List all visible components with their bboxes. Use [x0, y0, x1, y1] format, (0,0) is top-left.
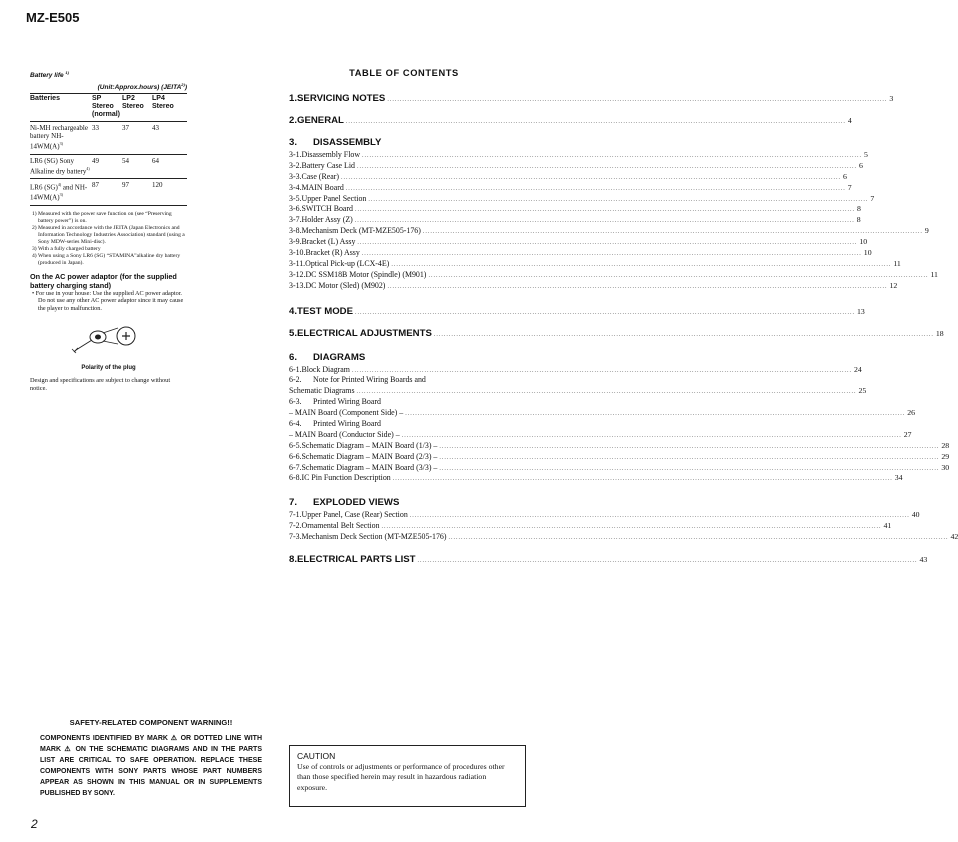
toc-item-number: 3-1. [289, 150, 302, 159]
toc-item[interactable] [289, 258, 901, 270]
value-cell: 120 [152, 178, 187, 205]
dot-leader: ........................................................................................................................................................................................................ [357, 240, 858, 247]
toc-item[interactable] [289, 280, 898, 292]
dot-leader: ........................................................................................................................................................................................................ [351, 367, 852, 374]
toc-item[interactable] [289, 473, 903, 484]
toc-page-number: 27 [903, 429, 912, 439]
dot-leader: ........................................................................................................................................................................................................ [439, 465, 940, 472]
table-of-contents [289, 68, 958, 566]
footnote: 1) Measured with the power save function on (see “Preserving battery power”) is on. [32, 210, 172, 224]
toc-page-number: 6 [842, 171, 847, 181]
model-name: MZ-E505 [26, 10, 80, 25]
toc-item-title: Mechanism Deck Section (MT-MZE505-176) [301, 532, 447, 542]
toc-page-number: 11 [893, 258, 901, 268]
dot-leader: ........................................................................................................................................................................................................ [448, 535, 949, 542]
toc-section-number: 1. [289, 93, 298, 104]
dot-leader: ........................................................................................................................................................................................................ [345, 119, 846, 125]
dot-leader: ........................................................................................................................................................................................................ [387, 97, 888, 103]
table-row [30, 178, 187, 205]
toc-section-number: 5. [289, 327, 298, 339]
col-header-batteries: Batteries [30, 94, 92, 122]
toc-item-number: 3-10. [289, 248, 306, 258]
toc-item-title: Battery Case Lid [301, 160, 355, 170]
toc-item-title: Schematic Diagram – MAIN Board (3/3) – [301, 462, 438, 472]
toc-item-number: 3-11. [289, 258, 306, 268]
toc-item[interactable] [289, 182, 852, 194]
toc-item[interactable] [289, 193, 875, 205]
toc-section-8[interactable] [289, 554, 928, 566]
value-cell: 54 [122, 154, 152, 178]
caution-box [289, 745, 526, 807]
toc-item[interactable] [289, 451, 950, 463]
toc-page-number: 41 [883, 521, 892, 531]
safety-title: SAFETY-RELATED COMPONENT WARNING!! [69, 718, 233, 727]
toc-page-number: 4 [847, 116, 852, 125]
toc-item[interactable] [289, 364, 862, 376]
toc-page-number: 26 [907, 408, 915, 418]
footnote-ref: 4) [86, 165, 90, 171]
toc-section-number: 3. [289, 137, 298, 148]
battery-name-cont: and NH-14WM(A) [30, 183, 88, 202]
toc-page-number: 13 [856, 306, 865, 316]
toc-item-number: 6-8. [289, 473, 302, 483]
toc-page-number: 43 [919, 555, 928, 565]
col-header-lp2: LP2 Stereo [122, 94, 152, 122]
toc-item[interactable] [289, 215, 861, 226]
battery-life-title [30, 70, 187, 79]
caution-text: Use of controls or adjustments or performance of procedures other than those specified herein may result in hazardous radiation exposure. [297, 762, 505, 792]
toc-page-number: 7 [870, 193, 875, 203]
toc-section-4[interactable] [289, 305, 865, 317]
toc-item[interactable] [289, 150, 868, 161]
toc-item-title: – MAIN Board (Component Side) – [289, 408, 404, 418]
dot-leader: ........................................................................................................................................................................................................ [428, 272, 929, 279]
table-header-row [30, 94, 187, 122]
dot-leader: ........................................................................................................................................................................................................ [439, 443, 940, 450]
toc-item-title: Schematic Diagram – MAIN Board (2/3) – [301, 451, 438, 461]
dot-leader: ........................................................................................................................................................................................................ [356, 389, 857, 396]
safety-text: COMPONENTS IDENTIFIED BY MARK ⚠ OR DOTTED LINE WITH MARK ⚠ ON THE SCHEMATIC DIAGRAMS AND IN THE PARTS LIST ARE CRITICAL TO SAFE OPERATION. REPLACE THESE COMPONENTS WITH SONY PARTS WHOSE PART NUMBERS APPEAR AS SHOWN IN THIS MANUAL OR IN SUPPLEMENTS PUBLISHED BY SONY. [40, 735, 262, 797]
toc-page-number: 42 [950, 532, 958, 542]
toc-item[interactable] [289, 171, 847, 183]
toc-section-2[interactable] [289, 115, 852, 126]
toc-section-title: DIAGRAMS [313, 351, 366, 363]
footnote: 4) When using a Sony LR6 (SG) “STAMINA”alkaline dry battery (produced in Japan). [32, 252, 181, 266]
toc-title: TABLE OF CONTENTS [349, 68, 459, 78]
toc-item[interactable] [289, 419, 527, 430]
battery-cell [30, 154, 92, 178]
col-header-sp: SP Stereo (normal) [92, 94, 122, 122]
footnote-ref: 2) [181, 82, 185, 88]
toc-item[interactable] [289, 248, 872, 259]
toc-item-number: 7-1. [289, 510, 302, 520]
dot-leader: ........................................................................................................................................................................................................ [368, 196, 869, 203]
toc-section-1[interactable] [289, 93, 894, 104]
footnote: 2) Measured in accordance with the JEITA (Japan Electronics and Information Technology Industries Association) standard (using a Sony MDW-series Mini-disc). [32, 224, 185, 245]
toc-page-number: 5 [864, 150, 868, 159]
value-cell: 64 [152, 154, 187, 178]
footnote-ref: 4) [57, 181, 62, 187]
toc-item-title: Case (Rear) [301, 171, 339, 181]
dot-leader: ........................................................................................................................................................................................................ [354, 309, 855, 316]
toc-page-number: 29 [941, 451, 950, 461]
dot-leader: ........................................................................................................................................................................................................ [409, 513, 910, 520]
toc-section-number: 7. [289, 497, 298, 509]
toc-item[interactable] [289, 462, 950, 474]
toc-item-title: Upper Panel Section [301, 193, 367, 203]
toc-section-5[interactable] [289, 327, 944, 339]
toc-item-number: 6-5. [289, 440, 302, 450]
toc-item-title: Mechanism Deck (MT-MZE505-176) [301, 226, 421, 236]
toc-item-title: DC SSM18B Motor (Spindle) (M901) [305, 269, 427, 279]
toc-item-title: Bracket (L) Assy [301, 237, 356, 247]
toc-section-title: EXPLODED VIEWS [313, 497, 400, 509]
toc-item-title: DC Motor (Sled) (M902) [305, 280, 386, 290]
toc-page-number: 8 [856, 215, 861, 225]
battery-name: LR6 (SG) [30, 183, 58, 192]
toc-section-6[interactable] [289, 352, 527, 363]
battery-info-column [30, 70, 187, 393]
toc-item-title: Ornamental Belt Section [301, 521, 380, 531]
toc-page-number: 9 [924, 226, 929, 236]
toc-item-title: Upper Panel, Case (Rear) Section [301, 510, 408, 520]
dot-leader: ........................................................................................................................................................................................................ [392, 476, 893, 483]
value-cell: 49 [92, 154, 122, 178]
safety-warning [40, 718, 262, 799]
toc-section-title: SERVICING NOTES [297, 93, 386, 104]
toc-item-number: 6-4. [289, 419, 302, 429]
footnote: 3) With a fully charged battery [32, 245, 101, 252]
toc-item[interactable] [289, 160, 863, 172]
toc-page-number: 28 [941, 440, 950, 450]
toc-item[interactable] [289, 440, 950, 452]
toc-item[interactable] [289, 204, 861, 215]
design-note: Design and specifications are subject to change without notice. [30, 377, 171, 393]
toc-item-number: 3-7. [289, 215, 302, 225]
toc-item-number: 6-6. [289, 451, 302, 461]
ac-adaptor-text: • For use in your house: Use the supplied AC power adaptor. Do not use any other AC power adaptor since it may cause the player to malfunction. [32, 289, 184, 312]
dot-leader: ........................................................................................................................................................................................................ [361, 251, 862, 258]
col-header-lp4: LP4 Stereo [152, 94, 187, 122]
value-cell: 37 [122, 122, 152, 154]
caution-title: CAUTION [297, 751, 336, 761]
footnote-ref: 3) [59, 141, 63, 147]
value-cell: 97 [122, 178, 152, 205]
toc-section-number: 8. [289, 554, 298, 566]
toc-page-number: 6 [858, 160, 863, 170]
toc-item-number: 6-2. [289, 375, 302, 385]
battery-life-label: Battery life [30, 72, 64, 80]
toc-item-number: 7-2. [289, 521, 302, 531]
dot-leader: ........................................................................................................................................................................................................ [401, 432, 902, 439]
toc-page-number: 34 [894, 473, 903, 483]
page-number: 2 [31, 817, 38, 831]
toc-section-number: 6. [289, 351, 298, 363]
toc-item[interactable] [289, 375, 527, 386]
battery-life-table [30, 94, 187, 205]
toc-section-title: GENERAL [297, 115, 344, 126]
toc-item[interactable] [289, 532, 958, 543]
toc-item-title: Printed Wiring Board [313, 419, 381, 429]
toc-page-number: 30 [941, 462, 950, 472]
footnote-ref: 3) [59, 192, 63, 198]
dot-leader: ........................................................................................................................................................................................................ [381, 524, 882, 531]
toc-page-number: 12 [889, 280, 898, 290]
battery-cell [30, 122, 92, 154]
toc-item-number: 3-4. [289, 182, 302, 192]
toc-item-title: Block Diagram [301, 364, 350, 374]
toc-section-7[interactable] [289, 497, 527, 508]
toc-item-number: 6-7. [289, 462, 302, 472]
toc-page-number: 24 [853, 364, 862, 374]
dot-leader: ........................................................................................................................................................................................................ [354, 218, 855, 225]
table-row [30, 154, 187, 178]
toc-item-number: 7-3. [289, 532, 302, 542]
toc-page-number: 25 [858, 386, 867, 396]
toc-page-number: 11 [930, 269, 938, 279]
toc-item[interactable] [289, 237, 868, 248]
toc-item-title: Schematic Diagram – MAIN Board (1/3) – [301, 440, 438, 450]
toc-item[interactable] [289, 397, 527, 408]
toc-item[interactable] [289, 510, 920, 521]
toc-item-number: 3-9. [289, 237, 302, 247]
dot-leader: ........................................................................................................................................................................................................ [433, 331, 934, 338]
toc-item-number: 3-5. [289, 193, 302, 203]
toc-item[interactable] [289, 408, 915, 419]
toc-page-number: 3 [889, 94, 894, 103]
dot-leader: ........................................................................................................................................................................................................ [362, 153, 863, 159]
plug-polarity-caption: Polarity of the plug [81, 365, 136, 372]
dot-leader: ........................................................................................................................................................................................................ [356, 163, 857, 170]
dot-leader: ........................................................................................................................................................................................................ [391, 261, 892, 268]
toc-item-number: 3-6. [289, 204, 302, 214]
toc-item-number: 3-12. [289, 269, 306, 279]
battery-cell [30, 178, 92, 205]
toc-item-title: Disassembly Flow [301, 150, 361, 159]
dot-leader: ........................................................................................................................................................................................................ [422, 229, 923, 236]
toc-page-number: 10 [859, 237, 868, 247]
value-cell: 43 [152, 122, 187, 154]
toc-item-number: 3-2. [289, 160, 302, 170]
toc-item-number: 6-3. [289, 397, 302, 407]
dot-leader: ........................................................................................................................................................................................................ [439, 454, 940, 461]
toc-item-title: Schematic Diagrams [289, 386, 355, 396]
value-cell: 87 [92, 178, 122, 205]
battery-unit-line [30, 82, 187, 94]
toc-item-title: Bracket (R) Assy [305, 248, 360, 258]
battery-name: Ni-MH rechargeable battery NH-14WM(A) [30, 124, 88, 151]
toc-item-number: 6-1. [289, 364, 302, 374]
toc-item[interactable] [289, 269, 938, 281]
toc-page-number: 8 [857, 204, 861, 214]
toc-item-title: Note for Printed Wiring Boards and [313, 375, 426, 385]
dot-leader: ........................................................................................................................................................................................................ [340, 174, 841, 181]
toc-page-number: 18 [935, 328, 944, 338]
toc-section-number: 2. [289, 115, 298, 126]
dot-leader: ........................................................................................................................................................................................................ [405, 411, 906, 418]
ac-adaptor-title: On the AC power adaptor (for the supplied battery charging stand) [30, 271, 177, 290]
toc-item-title: Printed Wiring Board [313, 397, 381, 407]
dot-leader: ........................................................................................................................................................................................................ [345, 185, 846, 192]
toc-page-number: 7 [847, 182, 852, 192]
toc-item-title: Holder Assy (Z) [301, 215, 353, 225]
battery-footnotes [30, 211, 187, 267]
toc-item-number: 3-13. [289, 280, 306, 290]
toc-page-number: 10 [863, 248, 872, 258]
toc-item-title: – MAIN Board (Conductor Side) – [289, 429, 400, 439]
battery-unit: (Unit:Approx.hours) (JEITA [97, 84, 182, 92]
dot-leader: ........................................................................................................................................................................................................ [387, 283, 888, 290]
dot-leader: ........................................................................................................................................................................................................ [355, 207, 856, 214]
value-cell: 33 [92, 122, 122, 154]
toc-section-title: DISASSEMBLY [313, 137, 382, 148]
footnote-ref: 1) [65, 70, 69, 75]
toc-item[interactable] [289, 429, 912, 441]
table-row [30, 122, 187, 154]
dot-leader: ........................................................................................................................................................................................................ [417, 558, 918, 565]
toc-section-3[interactable] [289, 137, 527, 148]
plug-polarity-icon [70, 322, 140, 358]
toc-section-title: TEST MODE [297, 305, 353, 317]
toc-item-title: SWITCH Board [301, 204, 354, 214]
toc-section-title: ELECTRICAL ADJUSTMENTS [297, 327, 432, 339]
toc-item-number: 3-8. [289, 226, 302, 236]
toc-item-title: Optical Pick-up (LCX-4E) [305, 258, 390, 268]
toc-item[interactable] [289, 521, 892, 532]
toc-item-title: MAIN Board [301, 182, 344, 192]
toc-section-title: ELECTRICAL PARTS LIST [297, 554, 416, 566]
toc-item-number: 3-3. [289, 171, 302, 181]
battery-name: LR6 (SG) Sony Alkaline dry battery [30, 156, 87, 175]
toc-item-title: IC Pin Function Description [301, 473, 391, 483]
battery-unit-close: ) [184, 84, 187, 92]
toc-item[interactable] [289, 386, 867, 397]
toc-section-number: 4. [289, 305, 298, 317]
toc-page-number: 40 [911, 510, 920, 520]
toc-item[interactable] [289, 226, 929, 237]
